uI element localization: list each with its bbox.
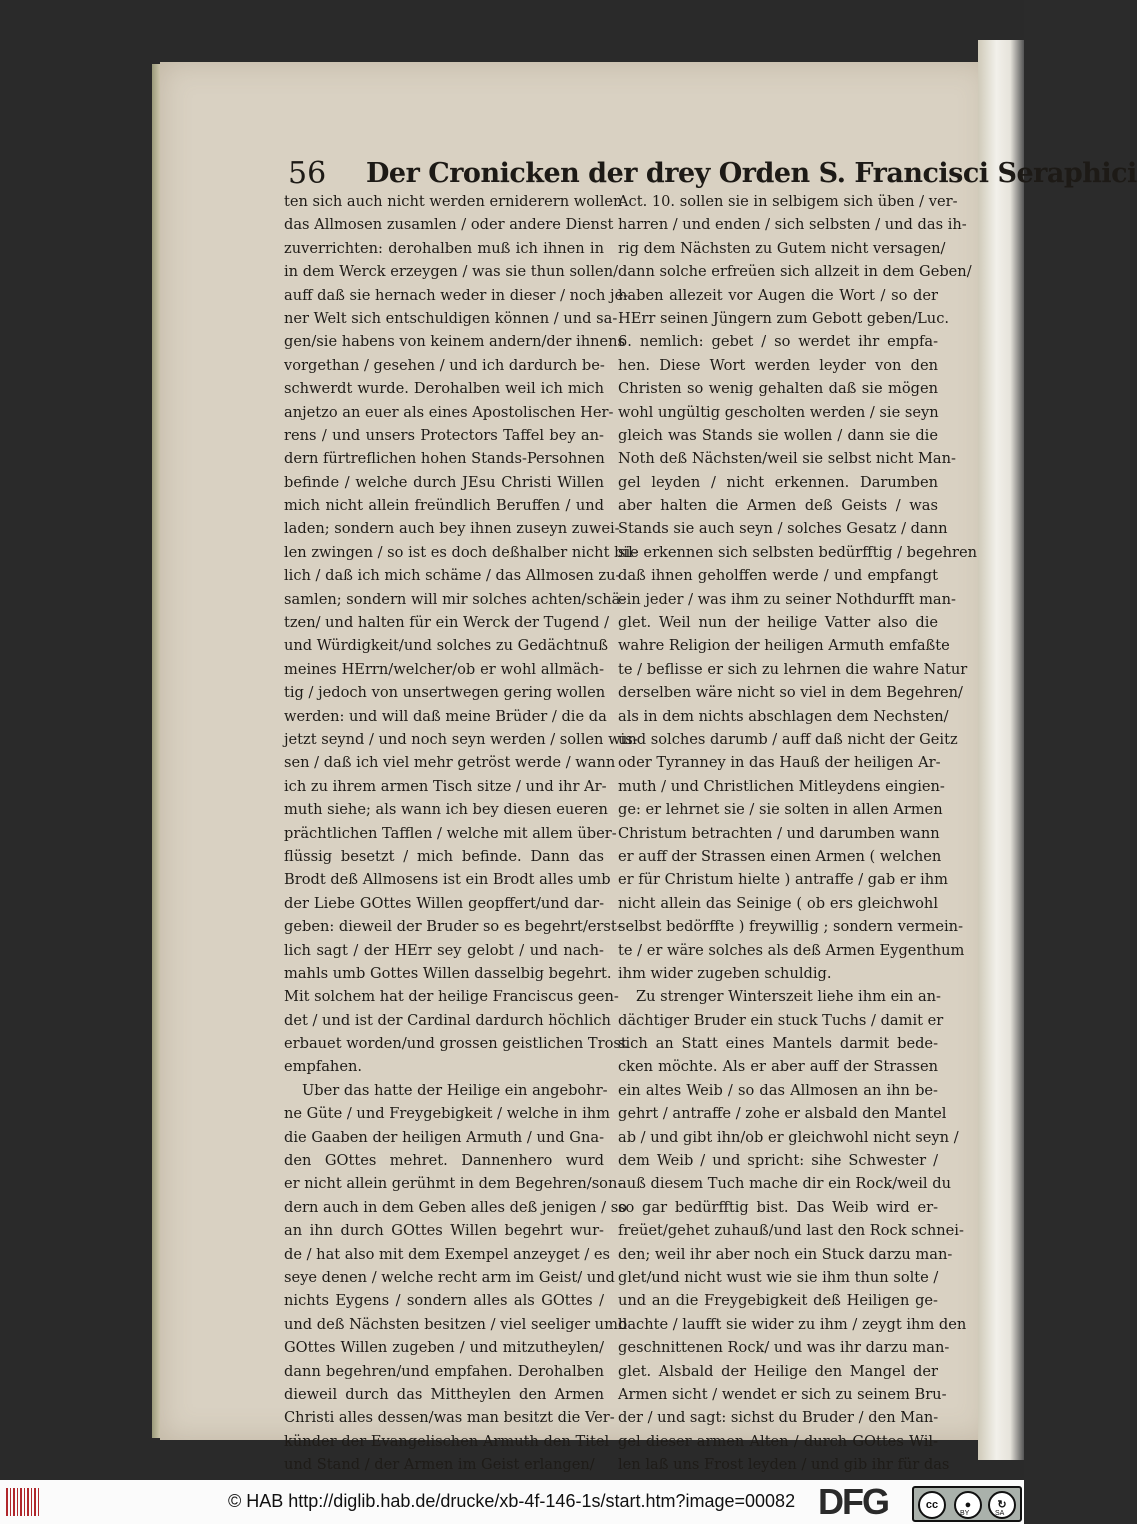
text-line: lich / daß ich mich schäme / das Allmosen zu- — [284, 567, 621, 585]
text-line: det / und ist der Cardinal dardurch höchlich — [284, 1011, 611, 1029]
text-line: rig dem Nächsten zu Gutem nicht versagen/ — [618, 239, 946, 257]
text-line: len laß uns Frost leyden / und gib ihr für das — [618, 1456, 950, 1474]
text-line: HErr seinen Jüngern zum Gebott geben/Luc. — [618, 309, 950, 327]
hab-barcode-icon — [6, 1488, 40, 1516]
text-line: gel leyden / nicht erkennen. Darumben — [618, 473, 938, 491]
text-line: geben: dieweil der Bruder so es begehrt/erst- — [284, 918, 622, 936]
text-line: jetzt seynd / und noch seyn werden / sollen wis- — [284, 730, 638, 748]
text-line: 6. nemlich: gebet / so werdet ihr empfa- — [618, 333, 938, 351]
text-line: die Gaaben der heiligen Armuth / und Gna- — [284, 1128, 604, 1146]
text-line: den GOttes mehret. Dannenhero wurd — [284, 1152, 604, 1170]
text-line: ner Welt sich entschuldigen können / und sa- — [284, 309, 618, 327]
text-line: sich an Statt eines Mantels darmit bede- — [618, 1035, 938, 1053]
text-line: Uber das hatte der Heilige ein angebohr- — [302, 1081, 608, 1099]
text-line: nicht allein das Seinige ( ob ers gleichwohl — [618, 894, 938, 912]
text-line: meines HErrn/welcher/ob er wohl allmäch- — [284, 660, 604, 678]
text-line: Christi alles dessen/was man besitzt die Ver- — [284, 1409, 615, 1427]
text-line: rens / und unsers Protectors Taffel bey an- — [284, 426, 604, 444]
text-line: tzen/ und halten für ein Werck der Tugend / — [284, 614, 610, 632]
text-line: wohl ungültig gescholten werden / sie seyn — [618, 403, 939, 421]
text-line: dachte / laufft sie wider zu ihm / zeygt ihm den — [618, 1315, 967, 1333]
text-line: dächtiger Bruder ein stuck Tuchs / damit er — [618, 1011, 944, 1029]
text-line: sie erkennen sich selbsten bedürfftig / begehren — [618, 543, 978, 561]
text-line: derselben wäre nicht so viel in dem Begehren/ — [618, 684, 963, 702]
text-line: und Stand / der Armen im Geist erlangen/ — [284, 1456, 595, 1474]
viewer-footer — [0, 1480, 1024, 1524]
by-label: BY — [960, 1510, 970, 1517]
text-line: selbst bedörffte ) freywillig ; sondern vermein- — [618, 918, 964, 936]
text-line: und solches darumb / auff daß nicht der Geitz — [618, 730, 958, 748]
text-line: dann solche erfreüen sich allzeit in dem Geben/ — [618, 263, 972, 281]
text-line: Armen sicht / wendet er sich zu seinem Bru- — [618, 1385, 947, 1403]
text-line: ge: er lehrnet sie / sie solten in allen Armen — [618, 801, 943, 819]
text-line: erbauet worden/und grossen geistlichen Trost — [284, 1035, 627, 1053]
text-line: empfahen. — [284, 1058, 362, 1076]
text-line: dern fürtreflichen hohen Stands-Persohnen — [284, 450, 605, 468]
running-head: Der Cronicken der drey Orden S. Francisci Seraphici — [366, 158, 1137, 189]
text-line: oder Tyranney in das Hauß der heiligen Ar- — [618, 754, 941, 772]
text-line: auff daß sie hernach weder in dieser / noch je- — [284, 286, 629, 304]
text-line: glet. Alsbald der Heilige den Mangel der — [618, 1362, 938, 1380]
text-line: wahre Religion der heiligen Armuth emfaßte — [618, 637, 950, 655]
text-line: len zwingen / so ist es doch deßhalber nicht bil- — [284, 543, 638, 561]
text-line: GOttes Willen zugeben / und mitzutheylen/ — [284, 1339, 604, 1357]
text-line: Zu strenger Winterszeit liehe ihm ein an- — [636, 988, 941, 1006]
text-line: an ihn durch GOttes Willen begehrt wur- — [284, 1222, 604, 1240]
text-line: schwerdt wurde. Derohalben weil ich mich — [284, 380, 604, 398]
text-line: gen/sie habens von keinem andern/der ihnens — [284, 333, 626, 351]
text-line: Noth deß Nächsten/weil sie selbst nicht Man- — [618, 450, 956, 468]
text-line: nichts Eygens / sondern alles als GOttes / — [284, 1292, 604, 1310]
text-line: dern auch in dem Geben alles deß jenigen / so — [284, 1198, 628, 1216]
share-alike-icon: ↻ — [988, 1491, 1016, 1519]
attribution-icon: ● — [954, 1491, 982, 1519]
text-line: auß diesem Tuch mache dir ein Rock/weil du — [618, 1175, 951, 1193]
text-line: so gar bedürfftig bist. Das Weib wird er- — [618, 1198, 938, 1216]
text-line: dann begehren/und empfahen. Derohalben — [284, 1362, 604, 1380]
text-line: er für Christum hielte ) antraffe / gab er ihm — [618, 871, 948, 889]
left-text-column — [284, 190, 638, 1476]
text-line: flüssig besetzt / mich befinde. Dann das — [284, 847, 604, 865]
text-line: er auff der Strassen einen Armen ( welchen — [618, 847, 942, 865]
text-line: harren / und enden / sich selbsten / und das ih- — [618, 216, 967, 234]
text-line: ein jeder / was ihm zu seiner Nothdurfft man- — [618, 590, 956, 608]
text-line: zuverrichten: derohalben muß ich ihnen in — [284, 239, 604, 257]
right-text-column — [618, 190, 978, 1500]
text-line: gehrt / antraffe / zohe er alsbald den Mantel — [618, 1105, 947, 1123]
text-line: Stands sie auch seyn / solches Gesatz / dann — [618, 520, 948, 538]
text-line: dem Weib / und spricht: sihe Schwester / — [618, 1152, 938, 1170]
text-line: und deß Nächsten besitzen / viel seeliger umb — [284, 1315, 628, 1333]
text-line: in dem Werck erzeygen / was sie thun sollen/ — [284, 263, 619, 281]
text-line: lich sagt / der HErr sey gelobt / und nach- — [284, 941, 604, 959]
text-line: gel dieser armen Alten / durch GOttes Wil- — [618, 1432, 938, 1450]
text-line: ihm wider zugeben schuldig. — [618, 964, 832, 982]
text-line: glet. Weil nun der heilige Vatter also die — [618, 614, 938, 632]
text-line: de / hat also mit dem Exempel anzeyget / es — [284, 1245, 611, 1263]
sa-label: SA — [995, 1510, 1005, 1517]
text-line: seye denen / welche recht arm im Geist/ und — [284, 1268, 615, 1286]
cc-icon: cc — [918, 1491, 946, 1519]
text-line: gleich was Stands sie wollen / dann sie die — [618, 426, 938, 444]
text-line: mich nicht allein freündlich Beruffen / und — [284, 497, 604, 515]
text-line: aber halten die Armen deß Geists / was — [618, 497, 938, 515]
text-line: vorgethan / gesehen / und ich dardurch be- — [284, 356, 605, 374]
text-line: befinde / welche durch JEsu Christi Willen — [284, 473, 604, 491]
text-line: werden: und will daß meine Brüder / die da — [284, 707, 607, 725]
page-number: 56 — [288, 156, 327, 191]
text-line: daß ihnen geholffen werde / und empfangt — [618, 567, 938, 585]
text-line: Christum betrachten / und darumben wann — [618, 824, 940, 842]
text-line: prächtlichen Tafflen / welche mit allem über- — [284, 824, 617, 842]
text-line: ich zu ihrem armen Tisch sitze / und ihr Ar- — [284, 777, 607, 795]
cc-license-badge[interactable] — [912, 1486, 1022, 1522]
text-line: Brodt deß Allmosens ist ein Brodt alles umb — [284, 871, 611, 889]
text-line: ten sich auch nicht werden erniderern wollen — [284, 193, 623, 210]
text-line: laden; sondern auch bey ihnen zuseyn zuwei- — [284, 520, 620, 538]
text-line: künder der Evangelischen Armuth den Titel — [284, 1432, 610, 1450]
text-line: das Allmosen zusamlen / oder andere Dienst — [284, 216, 614, 234]
text-line: ein altes Weib / so das Allmosen an ihn be- — [618, 1081, 938, 1099]
text-line: tig / jedoch von unsertwegen gering wollen — [284, 684, 606, 702]
text-line: Christen so wenig gehalten daß sie mögen — [618, 380, 938, 398]
text-line: und an die Freygebigkeit deß Heiligen ge- — [618, 1292, 938, 1310]
dfg-logo: DFG — [818, 1481, 888, 1522]
text-line: te / beflisse er sich zu lehrnen die wahre Natur — [618, 660, 968, 678]
text-line: als in dem nichts abschlagen dem Nechsten/ — [618, 707, 949, 725]
text-line: glet/und nicht wust wie sie ihm thun solte / — [618, 1268, 939, 1286]
book-binding-shadow — [978, 40, 1024, 1460]
text-line: sen / daß ich viel mehr getröst werde / wann — [284, 754, 616, 772]
text-line: hen. Diese Wort werden leyder von den — [618, 356, 938, 374]
text-line: haben allezeit vor Augen die Wort / so der — [618, 286, 938, 304]
text-line: te / er wäre solches als deß Armen Eygenthum — [618, 941, 965, 959]
text-line: den; weil ihr aber noch ein Stuck darzu man- — [618, 1245, 953, 1263]
text-line: ne Güte / und Freygebigkeit / welche in ihm — [284, 1105, 610, 1123]
copyright-link[interactable]: © HAB http://diglib.hab.de/drucke/xb-4f-146-1s/start.htm?image=00082 — [228, 1491, 796, 1511]
text-line: dieweil durch das Mittheylen den Armen — [284, 1385, 604, 1403]
text-line: der Liebe GOttes Willen geopffert/und dar- — [284, 894, 604, 912]
text-line: cken möchte. Als er aber auff der Strassen — [618, 1058, 938, 1076]
text-line: Act. 10. sollen sie in selbigem sich üben / ver- — [618, 193, 958, 210]
text-line: ab / und gibt ihn/ob er gleichwohl nicht seyn / — [618, 1128, 959, 1146]
text-line: und Würdigkeit/und solches zu Gedächtnuß — [284, 637, 608, 655]
text-line: der / und sagt: sichst du Bruder / den Man- — [618, 1409, 939, 1427]
text-line: anjetzo an euer als eines Apostolischen Her- — [284, 403, 614, 421]
text-line: muth / und Christlichen Mitleydens eingien- — [618, 777, 945, 795]
text-line: muth siehe; als wann ich bey diesen eueren — [284, 801, 608, 819]
text-line: mahls umb Gottes Willen dasselbig begehrt. — [284, 964, 612, 982]
text-line: geschnittenen Rock/ und was ihr darzu man- — [618, 1339, 950, 1357]
text-line: freüet/gehet zuhauß/und last den Rock schnei- — [618, 1222, 964, 1240]
text-line: Mit solchem hat der heilige Franciscus geen- — [284, 988, 619, 1006]
text-line: samlen; sondern will mir solches achten/schä- — [284, 590, 626, 608]
text-line: er nicht allein gerühmt in dem Begehren/son- — [284, 1175, 623, 1193]
